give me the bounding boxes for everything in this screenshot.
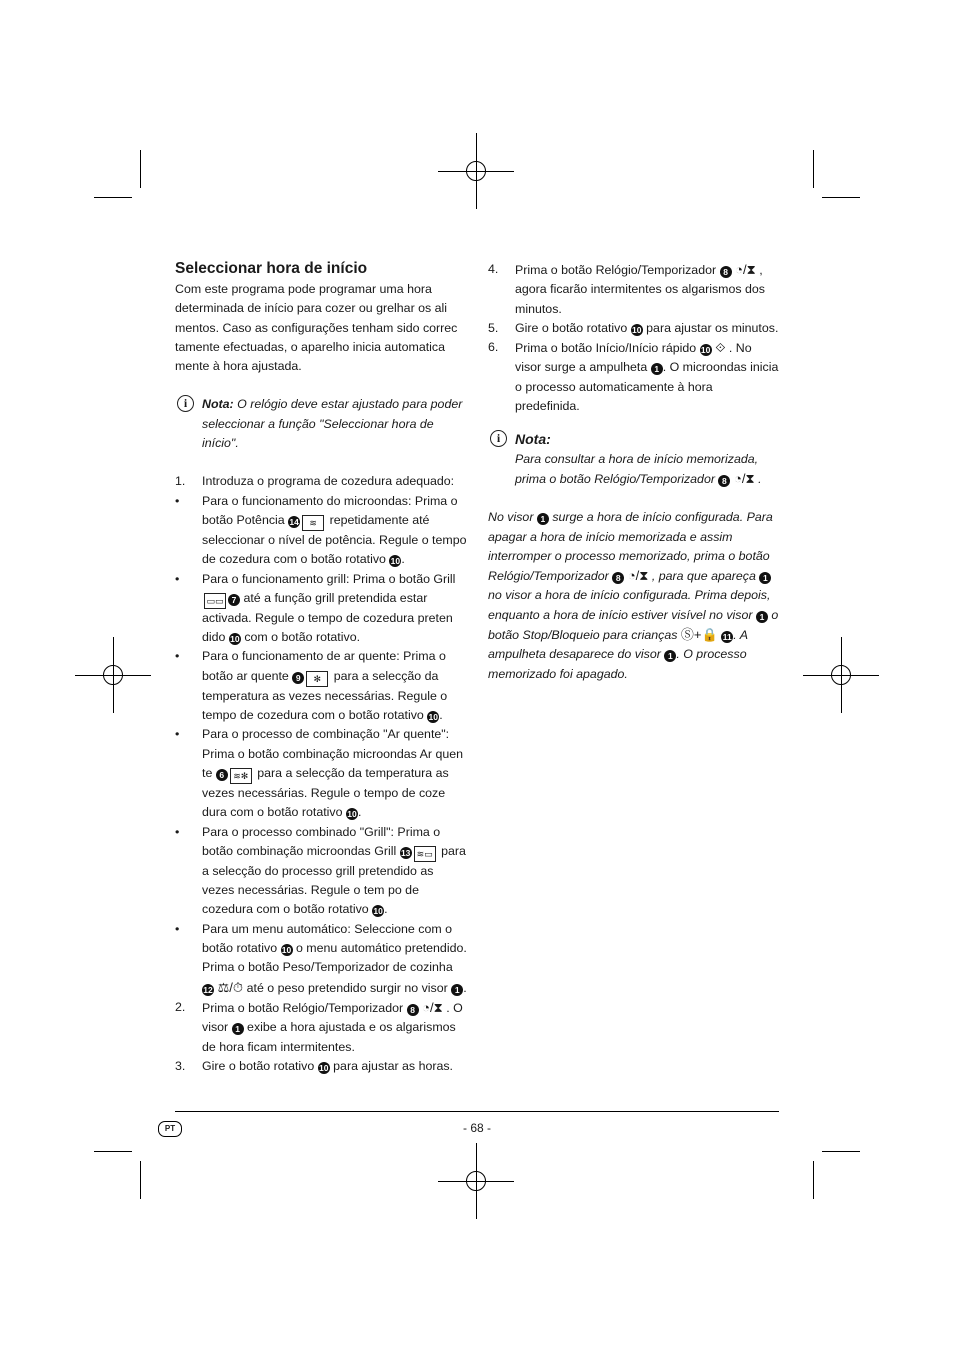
ref-number: 1 (451, 984, 463, 996)
language-badge: PT (158, 1121, 182, 1137)
crop-mark (822, 1151, 860, 1152)
ref-number: 11 (722, 632, 732, 643)
ref-number: 1 (756, 611, 768, 623)
section-heading: Seleccionar hora de início (175, 260, 368, 277)
stop-lock-icon: Ⓢ+🔒 (680, 627, 722, 643)
list-item: 1. Introduza o programa de cozedura adequado: (175, 474, 455, 489)
ref-number: 1 (651, 363, 663, 375)
crop-mark (813, 1161, 814, 1199)
clock-timer-icon: ◔/⧗ (624, 568, 649, 584)
crop-mark (94, 1151, 132, 1152)
page-number: - 68 - (462, 1121, 491, 1135)
list-item: 4. Prima o botão Relógio/Temporizador 8 ◔/⧗ , agora ficarão intermitentes os algarismos dos minutos. (488, 262, 765, 316)
ref-number: 10 (281, 945, 292, 956)
ref-number: 6 (216, 769, 228, 781)
clock-timer-icon: ◔/⧗ (731, 262, 756, 277)
ref-number: 10 (631, 324, 642, 335)
combi-grill-icon: ≋▭ (414, 846, 436, 862)
convection-fan-icon: ✻ (306, 671, 328, 687)
combi-convection-icon: ≋✻ (230, 768, 252, 784)
weight-timer-icon: ⚖/⏱ (214, 979, 247, 995)
list-item: • Para o funcionamento de ar quente: Prima o botão ar quente 9 ✻ para a selecção da temperatura as vezes necessárias. Regule o tempo de cozedura com o botão rotativo 10. (175, 649, 448, 723)
crop-mark (140, 1161, 141, 1199)
ref-number: 10 (318, 1062, 329, 1073)
ref-number: 1 (759, 572, 771, 584)
ref-number: 10 (230, 634, 240, 645)
registration-mark-top (438, 133, 514, 209)
steps-list-right (488, 260, 780, 416)
ref-number: 9 (292, 672, 304, 684)
ref-number: 1 (664, 650, 676, 662)
start-icon: ⟐ (711, 340, 726, 356)
list-item: • Para um menu automático: Seleccione com o botão rotativo 10 o menu automático pretendido. Prima o botão Peso/Temporizador de cozinha 12 ⚖/⏱ até o peso pretendido surgir no visor 1 . (175, 921, 467, 995)
registration-mark-right (803, 637, 879, 713)
note-text: O relógio deve estar ajustado para poder seleccionar a função "Seleccionar hora de início". (202, 397, 463, 451)
crop-mark (140, 150, 141, 188)
info-icon: i (177, 395, 194, 412)
grill-icon: ▭▭ (204, 593, 226, 609)
intro-paragraph: Com este programa pode programar uma hora determinada de início para cozer ou grelhar os ali mentos. Caso as configurações tenham sido correc tamente efectuadas, o aparelho inicia automatica mente à hora ajustada. (175, 282, 458, 374)
crop-mark (94, 197, 132, 198)
ref-number: 1 (537, 513, 549, 525)
ref-number: 10 (373, 906, 383, 917)
left-column (175, 260, 467, 1076)
crop-mark (822, 197, 860, 198)
ref-number: 14 (289, 516, 299, 527)
right-column (488, 260, 780, 684)
list-item: • Para o processo de combinação "Ar quente": Prima o botão combinação microondas Ar quen te 6 ≋✻ para a selecção da temperatura as vezes necessárias. Regule o tempo de coze dura com o botão rotativo 10. (175, 727, 464, 820)
ref-number: 12 (203, 984, 213, 995)
note-text: Para consultar a hora de início memorizada, prima o botão Relógio/Temporizador 8 ◔/⧗ . (515, 451, 762, 486)
registration-mark-left (75, 637, 151, 713)
note-block-2 (488, 430, 780, 489)
note-label: Nota: (202, 397, 234, 412)
ref-number: 8 (718, 475, 730, 487)
note-title: Nota: (515, 431, 551, 448)
note-block (175, 395, 467, 453)
ref-number: 10 (428, 712, 438, 723)
clock-timer-icon: ◔/⧗ (418, 999, 443, 1015)
steps-list-left (175, 472, 467, 1076)
registration-mark-bottom (438, 1143, 514, 1219)
list-item: • Para o processo combinado "Grill": Prima o botão combinação microondas Grill 13 ≋▭ para a selecção do processo grill pretendido as vezes necessárias. Regule o tem po de cozedura com o botão rotativo 10. (175, 824, 466, 917)
list-item: • Para o funcionamento do microondas: Prima o botão Potência 14 ≋ repetidamente até seleccionar o nível de potência. Regule o tempo de cozedura com o botão rotativo 10. (175, 493, 467, 567)
ref-number: 10 (390, 556, 401, 567)
ref-number: 10 (347, 809, 357, 820)
ref-number: 8 (612, 572, 624, 584)
footer-rule (175, 1111, 779, 1112)
ref-number: 7 (228, 594, 240, 606)
ref-number: 13 (400, 847, 411, 858)
ref-number: 8 (720, 266, 732, 278)
ref-number: 8 (407, 1004, 419, 1016)
ref-number: 1 (232, 1023, 244, 1035)
ref-number: 10 (700, 345, 711, 356)
info-icon: i (490, 430, 507, 447)
list-item: 6. Prima o botão Início/Início rápido 10 ⟐ . No visor surge a ampulheta 1 . O microondas inicia o processo automaticamente à hora predefinida. (488, 340, 779, 414)
clock-timer-icon: ◔/⧗ (730, 470, 755, 486)
microwave-power-icon: ≋ (302, 515, 324, 531)
list-item: 2. Prima o botão Relógio/Temporizador 8 ◔/⧗ . O visor 1 exibe a hora ajustada e os algarismos de hora ficam intermitentes. (175, 999, 463, 1054)
list-item: • Para o funcionamento grill: Prima o botão Grill ▭▭ 7 até a função grill pretendida estar activada. Regule o tempo de cozedura preten dido 10 com o botão rotativo. (175, 571, 456, 645)
final-paragraph: No visor 1 surge a hora de início configurada. Para apagar a hora de início memorizada e assim interromper o processo memorizado, prima o botão Relógio/Temporizador 8 ◔/⧗ , para que apareça 1 no visor a hora de início configurada. Prima depois, enquanto a hora de início estiver visível no visor 1 o botão Stop/Bloqueio para crianças Ⓢ+🔒 11 . A ampulheta desaparece do visor 1 . O processo memorizado foi apagado. (488, 510, 779, 681)
crop-mark (813, 150, 814, 188)
list-item: 3. Gire o botão rotativo 10 para ajustar as horas. (175, 1058, 454, 1073)
list-item: 5. Gire o botão rotativo 10 para ajustar os minutos. (488, 320, 779, 335)
